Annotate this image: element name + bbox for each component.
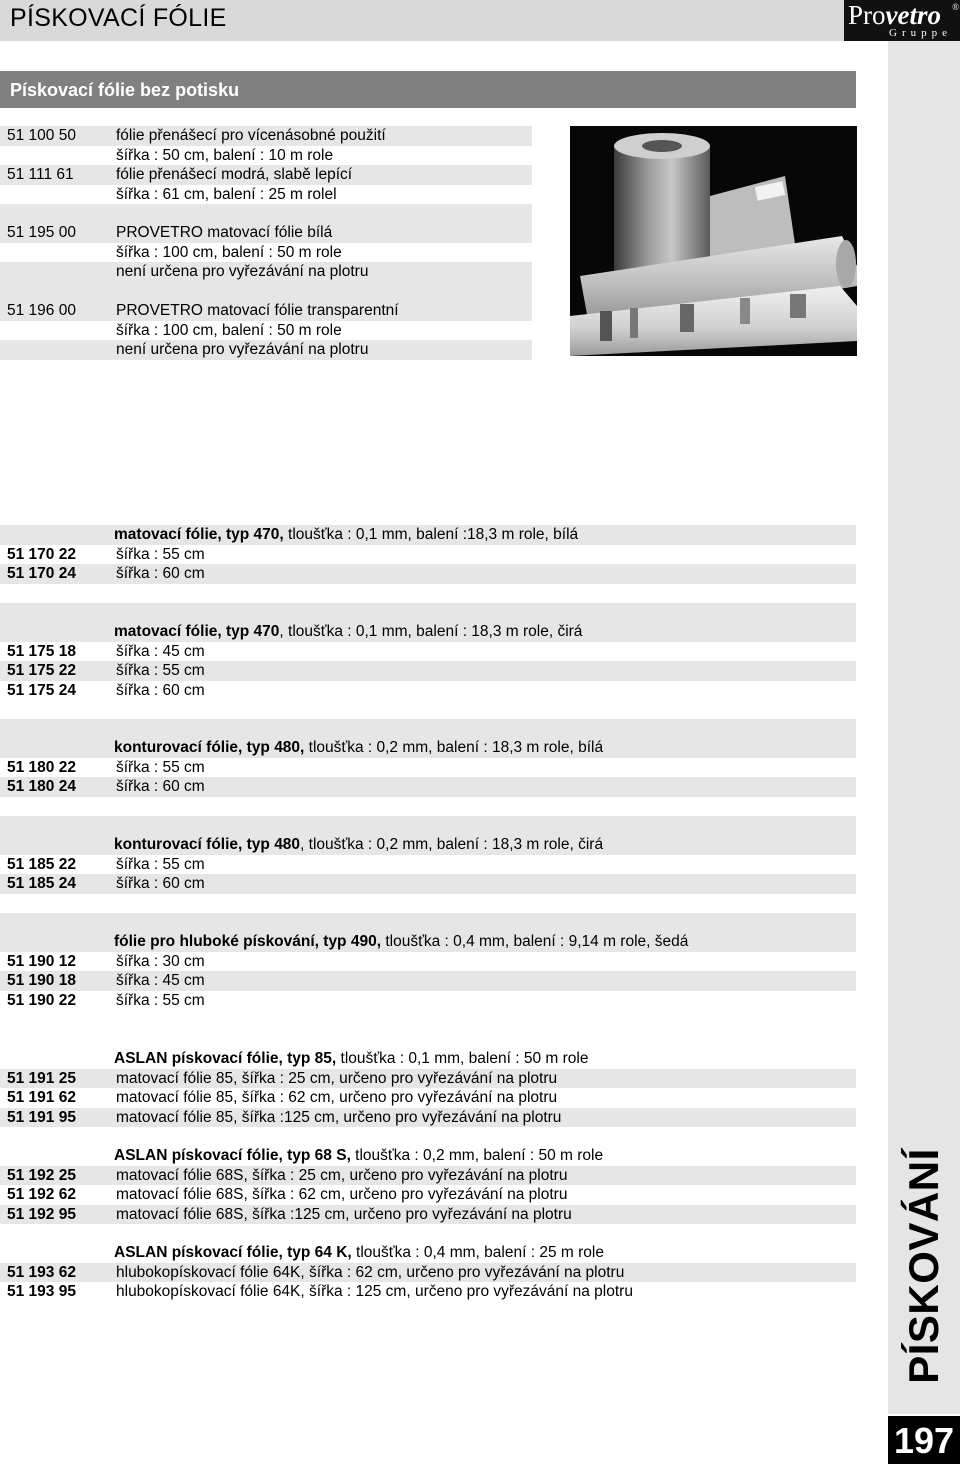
product-code: 51 185 22 [7,855,76,873]
table-row [0,971,856,991]
product-description: matovací fólie 68S, šířka : 62 cm, určeno pro vyřezávání na plotru [116,1186,568,1203]
group-title-bold: konturovací fólie, typ 480, [114,739,305,756]
group-header [0,1146,856,1166]
list-item [0,185,532,205]
table-row [0,681,856,701]
list-item [0,126,532,146]
side-category-label: PÍSKOVÁNÍ [900,1148,947,1384]
group-title [114,1243,604,1263]
product-code: 51 191 62 [7,1089,76,1106]
product-description: šířka : 30 cm [116,952,205,970]
product-code: 51 100 50 [7,127,76,144]
product-description: matovací fólie 85, šířka : 25 cm, určeno pro vyřezávání na plotru [116,1069,558,1087]
row-divider [0,816,856,836]
table-row [0,777,856,797]
product-description: šířka : 60 cm [116,778,205,795]
product-photo-film-rolls [570,126,857,356]
group-title-bold: konturovací fólie, typ 480 [114,836,301,853]
product-description: šířka : 100 cm, balení : 50 m role [116,321,342,339]
section-heading [0,71,856,108]
group-header [0,1049,856,1069]
group-header [0,835,856,855]
group-title [114,835,603,855]
table-row [0,758,856,778]
row-divider [0,603,856,623]
group-header [0,932,856,952]
group-title-detail: tloušťka : 0,1 mm, balení : 50 m role [336,1050,589,1067]
page-number: 197 [888,1416,960,1464]
group-title [114,622,582,642]
product-code: 51 190 18 [7,972,76,989]
product-description: fólie přenášecí pro vícenásobné použití [116,127,386,144]
list-item [0,262,532,282]
table-row [0,1205,856,1225]
product-code: 51 190 22 [7,991,76,1009]
product-code: 51 111 61 [7,166,74,183]
product-description: hlubokopískovací fólie 64K, šířka : 125 cm, určeno pro vyřezávání na plotru [116,1283,633,1300]
product-description: PROVETRO matovací fólie transparentní [116,302,399,319]
product-description: fólie přenášecí modrá, slabě lepící [116,166,353,183]
list-item [0,146,532,166]
table-row [0,1088,856,1108]
product-code: 51 190 12 [7,952,76,970]
group-title-bold: ASLAN pískovací fólie, typ 64 K, [114,1244,352,1261]
group-title-detail: tloušťka : 0,2 mm, balení : 18,3 m role, bílá [304,739,604,756]
product-code: 51 191 95 [7,1108,76,1126]
group-title [114,932,688,952]
product-code: 51 175 18 [7,642,76,660]
table-row [0,642,856,662]
table-row [0,1069,856,1089]
row-divider [0,282,532,302]
group-title [114,1146,603,1166]
product-code: 51 185 24 [7,875,76,892]
group-title-detail: tloušťka : 0,2 mm, balení : 50 m role [350,1147,604,1164]
product-description: šířka : 55 cm [116,855,205,873]
product-code: 51 192 95 [7,1205,76,1223]
product-description: šířka : 61 cm, balení : 25 m rolel [116,185,337,203]
table-row [0,952,856,972]
product-description: matovací fólie 85, šířka : 62 cm, určeno pro vyřezávání na plotru [116,1089,558,1106]
group-title-bold: matovací fólie, typ 470 [114,623,280,640]
group-header [0,622,856,642]
list-item [0,223,532,243]
provetro-logo: Provetro ® Gruppe [844,0,960,41]
page-header [0,0,888,41]
table-row [0,1166,856,1186]
table-row [0,1263,856,1283]
group-title-detail: tloušťka : 0,4 mm, balení : 9,14 m role, šedá [381,933,689,950]
product-description: šířka : 60 cm [116,565,205,582]
list-item [0,165,532,185]
table-row [0,564,856,584]
group-title-bold: matovací fólie, typ 470, [114,526,284,543]
product-description: šířka : 60 cm [116,875,205,892]
group-title-detail: tloušťka : 0,1 mm, balení :18,3 m role, bílá [283,526,579,543]
product-description: matovací fólie 85, šířka :125 cm, určeno pro vyřezávání na plotru [116,1108,562,1126]
table-row [0,1185,856,1205]
product-code: 51 170 24 [7,565,76,582]
product-code: 51 193 62 [7,1263,76,1281]
table-row [0,855,856,875]
group-title-bold: fólie pro hluboké pískování, typ 490, [114,933,382,950]
product-code: 51 175 22 [7,662,76,679]
row-divider [0,204,532,224]
product-code: 51 192 25 [7,1166,76,1184]
group-title [114,1049,588,1069]
group-header [0,738,856,758]
group-title-detail: tloušťka : 0,4 mm, balení : 25 m role [351,1244,604,1261]
product-code: 51 196 00 [7,302,76,319]
group-header [0,525,856,545]
row-divider [0,913,856,933]
table-row [0,545,856,565]
product-description: šířka : 50 cm, balení : 10 m role [116,146,334,164]
table-row [0,874,856,894]
product-description: šířka : 55 cm [116,758,205,776]
product-code: 51 180 24 [7,778,76,795]
list-item [0,321,532,341]
product-description: šířka : 45 cm [116,642,205,660]
product-code: 51 175 24 [7,681,76,699]
product-description: šířka : 45 cm [116,972,205,989]
product-description: PROVETRO matovací fólie bílá [116,224,333,241]
product-description: šířka : 55 cm [116,545,205,563]
product-description: šířka : 100 cm, balení : 50 m role [116,243,342,261]
table-row [0,661,856,681]
list-item [0,301,532,321]
product-description: šířka : 55 cm [116,991,205,1009]
product-code: 51 191 25 [7,1069,76,1087]
product-description: není určena pro vyřezávání na plotru [116,341,369,358]
group-title [114,738,603,758]
product-code: 51 180 22 [7,758,76,776]
product-description: šířka : 60 cm [116,681,205,699]
table-row [0,1108,856,1128]
product-description: není určena pro vyřezávání na plotru [116,263,369,280]
product-description: hlubokopískovací fólie 64K, šířka : 62 cm, určeno pro vyřezávání na plotru [116,1263,625,1281]
product-code: 51 192 62 [7,1186,76,1203]
group-title-detail: , tloušťka : 0,1 mm, balení : 18,3 m role, čirá [279,623,583,640]
product-description: matovací fólie 68S, šířka : 25 cm, určeno pro vyřezávání na plotru [116,1166,568,1184]
product-code: 51 193 95 [7,1283,76,1300]
section-title: Pískovací fólie bez potisku [10,80,240,100]
product-code: 51 195 00 [7,224,76,241]
list-item [0,340,532,360]
table-row [0,1282,856,1302]
table-row [0,991,856,1011]
product-code: 51 170 22 [7,545,76,563]
list-item [0,243,532,263]
product-description: šířka : 55 cm [116,662,205,679]
group-header [0,1243,856,1263]
row-divider [0,719,856,739]
group-title-bold: ASLAN pískovací fólie, typ 68 S, [114,1147,351,1164]
group-title-bold: ASLAN pískovací fólie, typ 85, [114,1050,337,1067]
group-title [114,525,578,545]
product-description: matovací fólie 68S, šířka :125 cm, určeno pro vyřezávání na plotru [116,1205,572,1223]
group-title-detail: , tloušťka : 0,2 mm, balení : 18,3 m role, čirá [300,836,604,853]
page-title: PÍSKOVACÍ FÓLIE [10,4,227,32]
